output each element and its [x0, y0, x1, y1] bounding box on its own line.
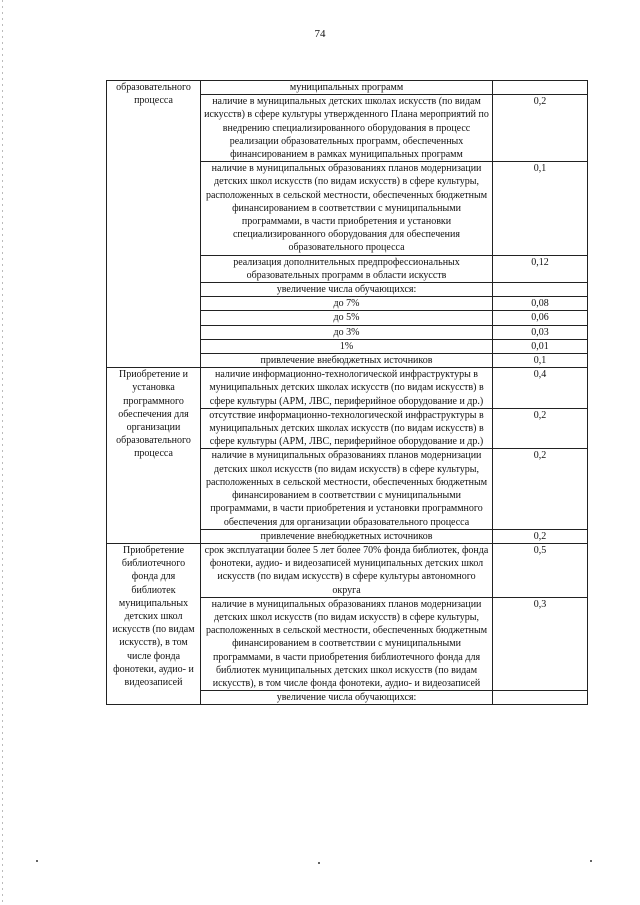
value-cell: 0,2 [493, 449, 588, 529]
criterion-cell: муниципальных программ [201, 81, 493, 95]
value-cell: 0,12 [493, 255, 588, 282]
value-cell: 0,01 [493, 339, 588, 353]
criteria-table [106, 80, 588, 705]
criterion-cell: привлечение внебюджетных источников [201, 529, 493, 543]
value-cell: 0,06 [493, 311, 588, 325]
page-number: 74 [314, 28, 326, 40]
value-cell: 0,1 [493, 354, 588, 368]
criterion-cell: срок эксплуатации более 5 лет более 70% фонда библиотек, фонда фонотеки, аудио- и видеозаписей муниципальных детских школ искусств (по видам искусств) в сфере культуры автономного округа [201, 543, 493, 597]
criterion-cell: наличие в муниципальных образованиях планов модернизации детских школ искусств (по видам искусств) в сфере культуры, расположенных в сельской местности, обеспеченных бюджетным финансированием в соответствии с муниципальными программами, в части приобретения и установки специализированного оборудования для обеспечения образовательного процесса [201, 162, 493, 255]
table-row [107, 81, 588, 95]
table-row [107, 543, 588, 597]
value-cell: 0,5 [493, 543, 588, 597]
criterion-cell: наличие в муниципальных образованиях планов модернизации детских школ искусств (по видам искусств) в сфере культуры, расположенных в сельской местности, обеспеченных бюджетным финансированием в соответствии с муниципальными программами, в части приобретения библиотечного фонда для библиотек муниципальных детских школ искусств (по видам искусств), в том числе фонда фонотеки, аудио- и видеозаписей [201, 597, 493, 690]
scan-speck [36, 860, 38, 862]
value-cell: 0,03 [493, 325, 588, 339]
value-cell: 0,3 [493, 597, 588, 690]
criterion-cell: 1% [201, 339, 493, 353]
criterion-cell: до 3% [201, 325, 493, 339]
group-label: Приобретение библиотечного фонда для библиотек муниципальных детских школ искусств (по видам искусств), в том числе фонда фонотеки, аудио- и видеозаписей [107, 543, 201, 704]
criterion-cell: отсутствие информационно-технологической инфраструктуры в муниципальных детских школах искусств (по видам искусств) в сфере культуры (АРМ, ЛВС, периферийное оборудование и др.) [201, 408, 493, 449]
group-label: образовательного процесса [107, 81, 201, 368]
table-row [107, 368, 588, 409]
criterion-cell: наличие в муниципальных образованиях планов модернизации детских школ искусств (по видам искусств) в сфере культуры, расположенных в сельской местности, обеспеченных бюджетным финансированием в соответствии с муниципальными программами, в части приобретения и установки программного обеспечения для организации образовательного процесса [201, 449, 493, 529]
criterion-cell: до 5% [201, 311, 493, 325]
value-cell: 0,2 [493, 408, 588, 449]
criterion-cell: увеличение числа обучающихся: [201, 691, 493, 705]
criterion-cell: наличие в муниципальных детских школах искусств (по видам искусств) в сфере культуры утвержденного Плана мероприятий по внедрению специализированного оборудования в процесс реализации образовательных программ, обеспеченных финансированием в рамках муниципальных программ [201, 95, 493, 162]
criterion-cell: реализация дополнительных предпрофессиональных образовательных программ в области искусств [201, 255, 493, 282]
value-cell: 0,2 [493, 529, 588, 543]
scan-edge [2, 0, 3, 905]
value-cell: 0,1 [493, 162, 588, 255]
value-cell: 0,08 [493, 297, 588, 311]
value-cell: 0,2 [493, 95, 588, 162]
value-cell [493, 691, 588, 705]
criterion-cell: привлечение внебюджетных источников [201, 354, 493, 368]
criterion-cell: наличие информационно-технологической инфраструктуры в муниципальных детских школах искусств (по видам искусств) в сфере культуры (АРМ, ЛВС, периферийное оборудование и др.) [201, 368, 493, 409]
value-cell [493, 81, 588, 95]
value-cell [493, 283, 588, 297]
criterion-cell: увеличение числа обучающихся: [201, 283, 493, 297]
value-cell: 0,4 [493, 368, 588, 409]
scan-speck [590, 860, 592, 862]
scan-speck [318, 862, 320, 864]
criterion-cell: до 7% [201, 297, 493, 311]
group-label: Приобретение и установка программного обеспечения для организации образовательного процесса [107, 368, 201, 544]
